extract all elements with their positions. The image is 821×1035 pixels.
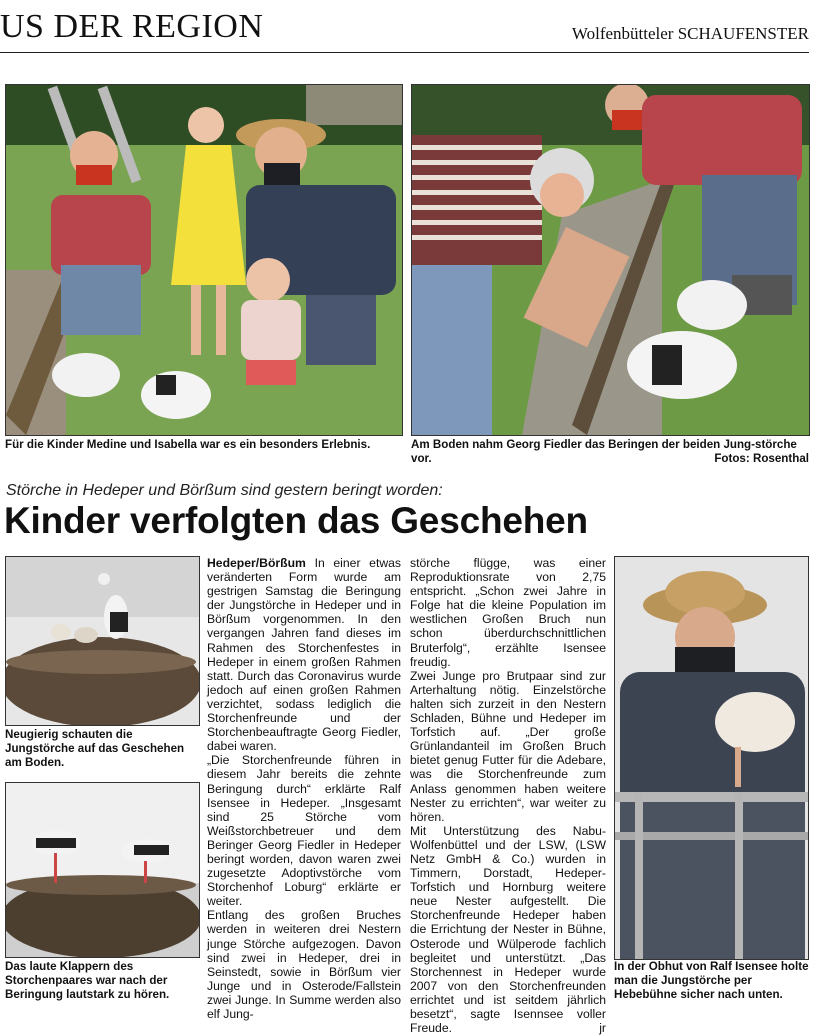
section-title: US DER REGION [0,8,264,45]
article-paragraph: Entlang des großen Bruches werden in weiteren drei Nestern junge Störche aufgezogen. Davon sind zwei in Hedeper, drei in Seinstedt, sowie in Börßum vier Junge und in Osterode/Fallstein zwei Junge. In Summe werden also elf Jung- [207,908,401,1021]
article-paragraph: In einer etwas veränderten Form wurde am gestrigen Samstag die Beringung der Jungstörche in Hedeper und in Börßum vorgenommen. In den vergangen Jahren fand dieses im Rahmen des Storchenfestes in Hedeper in einem großen Rahmen statt. Durch das Coronavirus wurde jedoch auf einen großen Rahmen verzichtet, sodass lediglich die Storchenfreunde und der Storchenbeauftragte Georg Fiedler, dabei waren. [207,556,402,754]
article-headline: Kinder verfolgten das Geschehen [4,500,588,541]
photo-ringing-storks [411,84,810,436]
photo-children-storks [5,84,403,436]
article-paragraph: Zwei Junge pro Brutpaar sind zur Arterhaltung nötig. Einzelstörche halten sich zurzeit in den Nestern Schladen, Bühne und Hedeper im Torfstich auf. „Der große Grünlandanteil im Großen Bruch bietet genug Futter für die Adebare, was die Storchenfreunde zum Anlass genommen haben weitere Nester zu errichten“, war weiter zu hören. [410,668,606,824]
article-author: jr [599,1021,606,1035]
article-column-2 [410,556,606,1035]
photo-caption: Neugierig schauten die Jungstörche auf das Geschehen am Boden. [5,728,185,769]
article-paragraph: Mit Unterstützung des Nabu-Wolfenbüttel und der LSW, (LSW Netz GmbH & Co.) wurden in Timmern, Dorstadt, Hedeper-Torfstich und Hornburg weitere neue Nester aufgestellt. Die Storchenfreunde Hedeper haben die Errichtung der Nester in Bühne, Osterode und Wülperode fachlich begleitet und unterstützt. „Das Storchennest in Hedeper wurde 2007 von den Storchenfreunden errichtet und ist seitdem jährlich besetzt“, sagte Isennsee voller Freude. [410,823,606,1035]
photo-young-storks-nest [5,556,200,726]
photo-man-with-stork [614,556,809,960]
header-rule [0,52,809,53]
photo-caption: Für die Kinder Medine und Isabella war es ein besonders Erlebnis. [5,438,371,451]
photo-caption: Am Boden nahm Georg Fiedler das Beringen der beiden Jung-störche vor. [411,438,797,465]
article-kicker: Störche in Hedeper und Börßum sind gestern beringt worden: [6,482,443,499]
photo-caption: In der Obhut von Ralf Isensee holte man die Jungstörche per Hebebühne sicher nach unten. [614,960,809,1001]
photo-caption: Das laute Klappern des Storchenpaares war nach der Beringung lautstark zu hören. [5,960,170,1001]
article-paragraph: störche flügge, was einer Reproduktionsrate von 2,75 entspricht. „Schon zwei Jahre in Folge hat die kleine Population im westlichen Großen Bruch nun schon überdurchschnittlichen Bruterfolg“, erzählte Isensee freudig. [410,556,606,669]
newspaper-name: Wolfenbütteler SCHAUFENSTER [571,24,809,43]
article-dateline: Hedeper/Börßum [207,556,306,570]
photo-stork-pair-nest [5,782,200,958]
article-column-1 [207,556,401,1021]
photo-credit: Fotos: Rosenthal [714,452,809,465]
article-paragraph: „Die Storchenfreunde führen in diesem Jahr bereits die zehnte Beringung durch“ erklärte Ralf Isensee in Hedeper. „Insgesamt sind 25 Störche vom Weißstorchbetreuer und dem Beringer Georg Fiedler in Hedeper beringt worden, davon waren zwei zugesetzte Adoptivstörche vom Storchenhof Loburg“ erklärte er weiter. [207,753,401,909]
